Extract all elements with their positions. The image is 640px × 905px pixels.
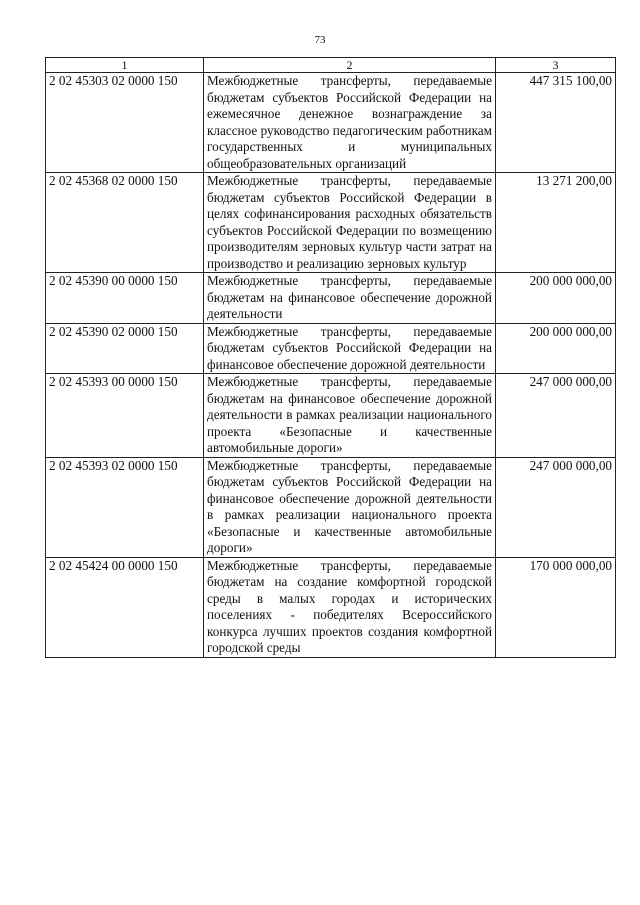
table-row	[46, 273, 616, 324]
amount: 200 000 000,00	[496, 323, 616, 374]
table-row	[46, 557, 616, 657]
column-header-1: 1	[46, 58, 204, 73]
budget-code: 2 02 45393 00 0000 150	[46, 374, 204, 458]
table-row	[46, 374, 616, 458]
description: Межбюджетные трансферты, передаваемые бюджетам субъектов Российской Федерации на ежемесячное денежное вознаграждение за классное руководство педагогическим работникам государственных и муниципальных общеобразовательных организаций	[204, 73, 496, 173]
table-row	[46, 323, 616, 374]
table-header-row	[46, 58, 616, 73]
description: Межбюджетные трансферты, передаваемые бюджетам на финансовое обеспечение дорожной деятельности	[204, 273, 496, 324]
amount: 247 000 000,00	[496, 374, 616, 458]
table-row	[46, 457, 616, 557]
amount: 247 000 000,00	[496, 457, 616, 557]
budget-code: 2 02 45303 02 0000 150	[46, 73, 204, 173]
budget-code: 2 02 45390 02 0000 150	[46, 323, 204, 374]
column-header-2: 2	[204, 58, 496, 73]
amount: 447 315 100,00	[496, 73, 616, 173]
amount: 170 000 000,00	[496, 557, 616, 657]
budget-code: 2 02 45424 00 0000 150	[46, 557, 204, 657]
budget-code: 2 02 45393 02 0000 150	[46, 457, 204, 557]
budget-table	[45, 57, 616, 658]
description: Межбюджетные трансферты, передаваемые бюджетам субъектов Российской Федерации на финансовое обеспечение дорожной деятельности	[204, 323, 496, 374]
budget-code: 2 02 45390 00 0000 150	[46, 273, 204, 324]
budget-code: 2 02 45368 02 0000 150	[46, 173, 204, 273]
column-header-3: 3	[496, 58, 616, 73]
page-number: 73	[314, 34, 326, 46]
description: Межбюджетные трансферты, передаваемые бюджетам на создание комфортной городской среды в малых городах и исторических поселениях - победителях Всероссийского конкурса лучших проектов создания комфортной городской среды	[204, 557, 496, 657]
amount: 13 271 200,00	[496, 173, 616, 273]
table-row	[46, 173, 616, 273]
description: Межбюджетные трансферты, передаваемые бюджетам на финансовое обеспечение дорожной деятельности в рамках реализации национального проекта «Безопасные и качественные автомобильные дороги»	[204, 374, 496, 458]
description: Межбюджетные трансферты, передаваемые бюджетам субъектов Российской Федерации на финансовое обеспечение дорожной деятельности в рамках реализации национального проекта «Безопасные и качественные автомобильные дороги»	[204, 457, 496, 557]
description: Межбюджетные трансферты, передаваемые бюджетам субъектов Российской Федерации в целях софинансирования расходных обязательств субъектов Российской Федерации по возмещению производителям зерновых культур части затрат на производство и реализацию зерновых культур	[204, 173, 496, 273]
table-row	[46, 73, 616, 173]
amount: 200 000 000,00	[496, 273, 616, 324]
